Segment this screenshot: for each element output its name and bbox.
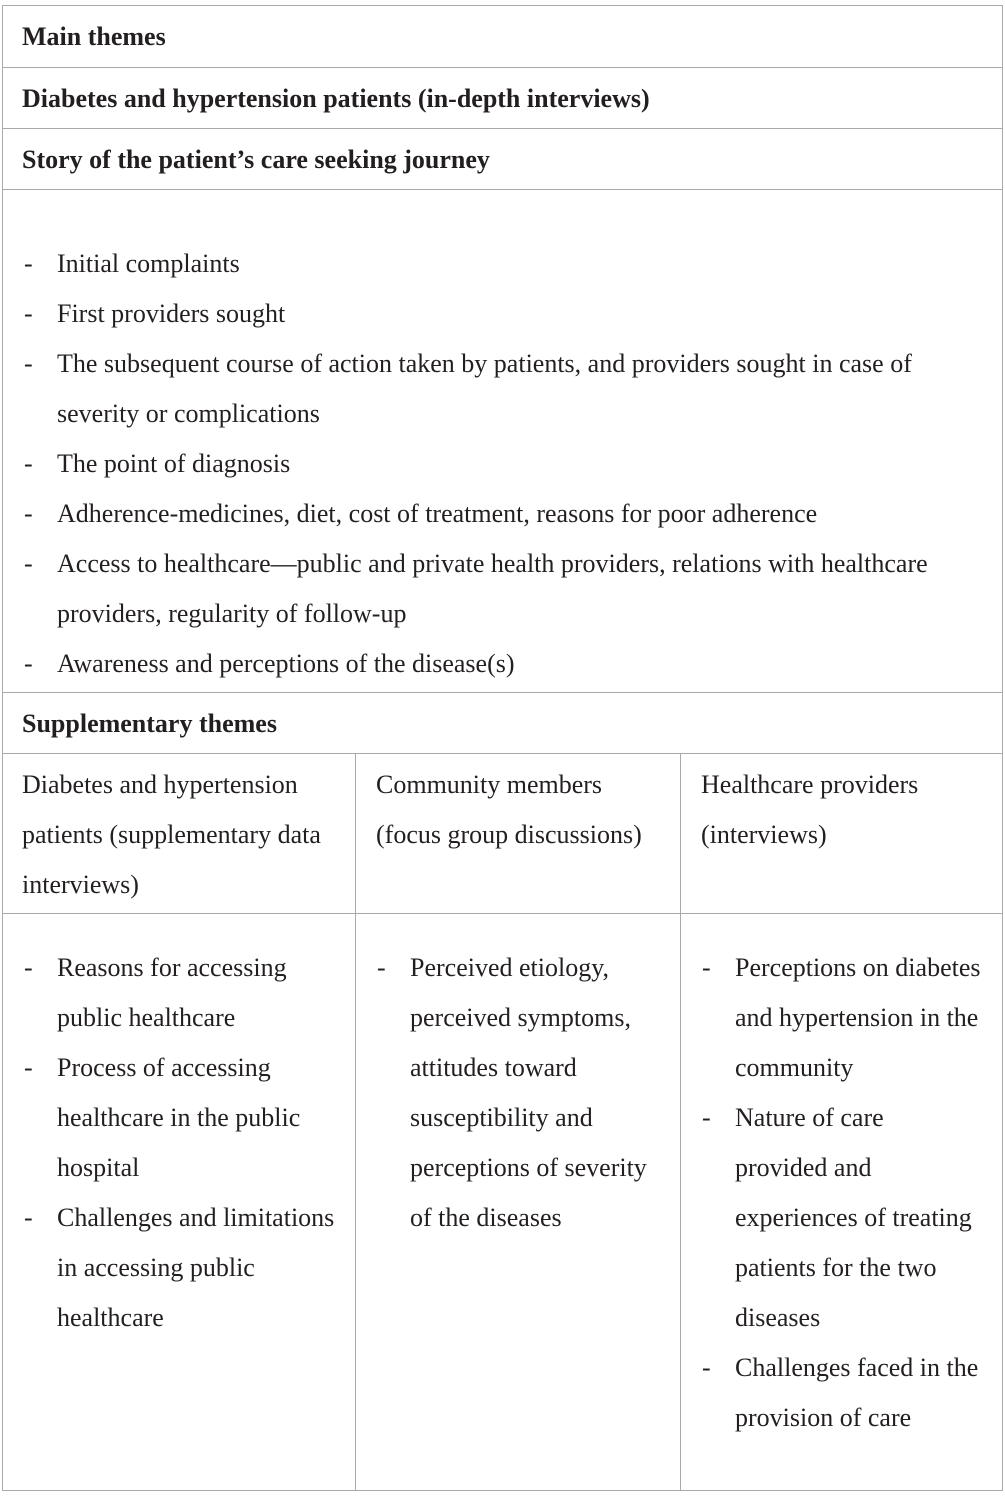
bullet-dash: - bbox=[702, 953, 711, 982]
main-themes-row bbox=[3, 5, 1002, 67]
providers-items-list bbox=[702, 943, 982, 1443]
list-item: - Awareness and perceptions of the disease(s) bbox=[24, 639, 974, 689]
bullet-dash: - bbox=[702, 1103, 711, 1132]
bullet-dash: - bbox=[24, 499, 33, 528]
bullet-dash: - bbox=[24, 449, 33, 478]
main-section-heading: Story of the patient’s care seeking journey bbox=[22, 145, 490, 174]
supplementary-items-row bbox=[3, 913, 1002, 1491]
list-item: - First providers sought bbox=[24, 289, 974, 339]
list-item: - The subsequent course of action taken by patients, and providers sought in case of severity or complications bbox=[24, 339, 974, 439]
community-items-list bbox=[377, 943, 662, 1243]
supplementary-row bbox=[3, 692, 1002, 753]
main-themes-heading: Main themes bbox=[22, 22, 166, 51]
column-items-cell bbox=[3, 914, 355, 1491]
list-item: - Adherence-medicines, diet, cost of treatment, reasons for poor adherence bbox=[24, 489, 974, 539]
list-item: - Reasons for accessing public healthcare bbox=[24, 943, 339, 1043]
list-item: - The point of diagnosis bbox=[24, 439, 974, 489]
supplementary-header-row bbox=[3, 753, 1002, 913]
supplementary-heading: Supplementary themes bbox=[22, 709, 277, 738]
list-item: - Challenges and limitations in accessing public healthcare bbox=[24, 1193, 339, 1343]
column-items-cell bbox=[680, 914, 1002, 1491]
bullet-dash: - bbox=[24, 299, 33, 328]
list-item: - Perceptions on diabetes and hypertension in the community bbox=[702, 943, 982, 1093]
main-items-list bbox=[24, 239, 974, 689]
list-item: - Perceived etiology, perceived symptoms, attitudes toward susceptibility and perceptions of severity of the diseases bbox=[377, 943, 662, 1243]
bullet-dash: - bbox=[24, 249, 33, 278]
column-items-cell bbox=[355, 914, 680, 1491]
themes-table bbox=[2, 5, 1003, 1491]
bullet-dash: - bbox=[377, 953, 386, 982]
bullet-dash: - bbox=[24, 1053, 33, 1082]
main-items-row bbox=[3, 189, 1002, 692]
bullet-dash: - bbox=[24, 349, 33, 378]
bullet-dash: - bbox=[24, 549, 33, 578]
main-section-row bbox=[3, 128, 1002, 189]
list-item: - Challenges faced in the provision of care bbox=[702, 1343, 982, 1443]
bullet-dash: - bbox=[702, 1353, 711, 1382]
bullet-dash: - bbox=[24, 953, 33, 982]
bullet-dash: - bbox=[24, 1203, 33, 1232]
column-header-cell bbox=[355, 754, 680, 913]
bullet-dash: - bbox=[24, 649, 33, 678]
list-item: - Initial complaints bbox=[24, 239, 974, 289]
column-header-patients: Diabetes and hypertension patients (supplementary data interviews) bbox=[22, 770, 321, 899]
list-item: - Process of accessing healthcare in the public hospital bbox=[24, 1043, 339, 1193]
column-header-providers: Healthcare providers (interviews) bbox=[701, 770, 919, 849]
main-group-heading: Diabetes and hypertension patients (in-depth interviews) bbox=[22, 84, 650, 113]
column-header-community: Community members (focus group discussions) bbox=[376, 770, 642, 849]
list-item: - Nature of care provided and experiences of treating patients for the two diseases bbox=[702, 1093, 982, 1343]
column-header-cell bbox=[680, 754, 1002, 913]
column-header-cell bbox=[3, 754, 355, 913]
patients-items-list bbox=[24, 943, 339, 1343]
main-group-row bbox=[3, 67, 1002, 128]
list-item: - Access to healthcare—public and private health providers, relations with healthcare providers, regularity of follow-up bbox=[24, 539, 974, 639]
